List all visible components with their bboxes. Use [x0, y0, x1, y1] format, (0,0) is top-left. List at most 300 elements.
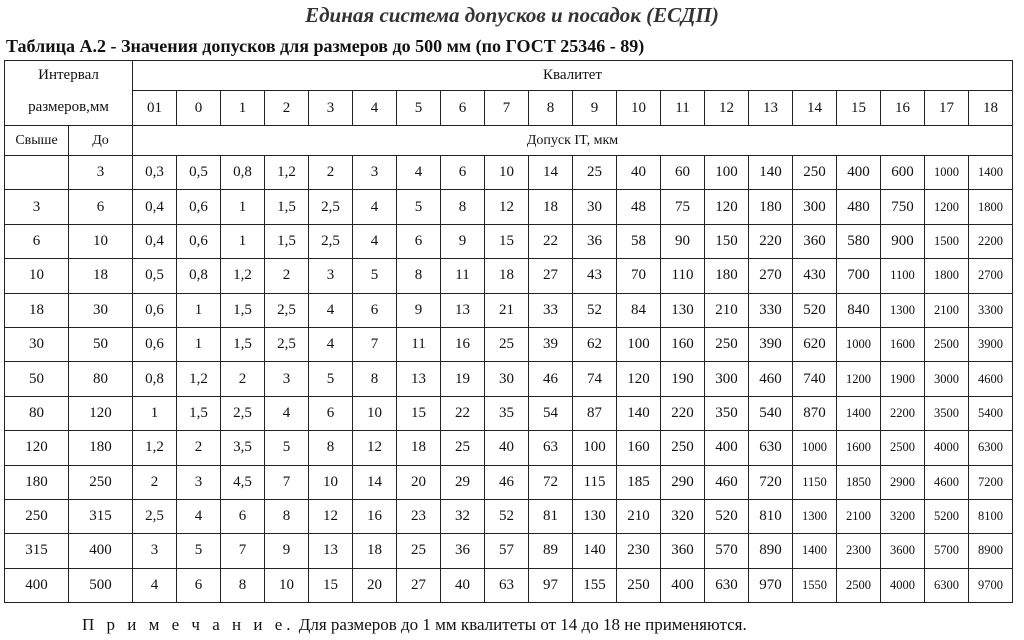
tolerance-cell: 20	[353, 568, 397, 602]
tolerance-cell: 0,4	[133, 224, 177, 258]
tolerance-cell: 60	[661, 156, 705, 190]
tolerance-cell: 3900	[969, 327, 1013, 361]
tolerance-cell: 2,5	[133, 499, 177, 533]
tolerance-cell: 1000	[925, 156, 969, 190]
tolerance-cell: 9700	[969, 568, 1013, 602]
tolerance-cell: 15	[397, 396, 441, 430]
tolerance-cell: 1300	[881, 293, 925, 327]
tolerance-cell: 460	[705, 465, 749, 499]
tolerance-cell: 4000	[881, 568, 925, 602]
tolerance-cell: 1,2	[133, 431, 177, 465]
tolerance-cell: 600	[881, 156, 925, 190]
tolerance-cell: 5400	[969, 396, 1013, 430]
grade-cell: 3	[309, 91, 353, 126]
grade-cell: 6	[441, 91, 485, 126]
table-row	[5, 396, 1013, 430]
tolerance-cell: 11	[397, 327, 441, 361]
table-row	[5, 327, 1013, 361]
tolerance-cell: 36	[441, 534, 485, 568]
tolerance-cell: 2900	[881, 465, 925, 499]
tolerance-cell: 15	[485, 224, 529, 258]
tolerance-cell: 7	[353, 327, 397, 361]
tolerance-cell: 160	[617, 431, 661, 465]
tolerance-cell: 140	[617, 396, 661, 430]
tolerance-cell: 2,5	[221, 396, 265, 430]
table-row	[5, 499, 1013, 533]
tolerance-cell: 620	[793, 327, 837, 361]
grade-cell: 9	[573, 91, 617, 126]
tolerance-cell: 2,5	[309, 190, 353, 224]
tolerance-cell: 9	[265, 534, 309, 568]
table-row	[5, 465, 1013, 499]
tolerance-cell: 970	[749, 568, 793, 602]
tolerance-cell: 62	[573, 327, 617, 361]
table-note	[82, 612, 747, 638]
tolerance-cell: 630	[705, 568, 749, 602]
tolerance-cell: 270	[749, 259, 793, 293]
tolerance-cell: 3600	[881, 534, 925, 568]
tolerance-cell: 3	[133, 534, 177, 568]
tolerance-cell: 140	[749, 156, 793, 190]
tolerance-cell: 8	[265, 499, 309, 533]
tolerance-cell: 1	[221, 190, 265, 224]
tolerance-cell: 2500	[881, 431, 925, 465]
tolerance-cell: 14	[529, 156, 573, 190]
tolerance-cell: 1600	[837, 431, 881, 465]
grade-cell: 8	[529, 91, 573, 126]
over-cell: 3	[5, 190, 69, 224]
tolerance-cell: 1900	[881, 362, 925, 396]
tolerance-cell: 9	[397, 293, 441, 327]
tolerance-cell: 160	[661, 327, 705, 361]
tolerance-cell: 39	[529, 327, 573, 361]
grade-cell: 01	[133, 91, 177, 126]
tolerance-cell: 220	[749, 224, 793, 258]
tolerance-cell: 0,6	[133, 293, 177, 327]
tolerance-cell: 5	[177, 534, 221, 568]
tolerance-cell: 40	[441, 568, 485, 602]
tolerance-cell: 1300	[793, 499, 837, 533]
tolerance-cell: 810	[749, 499, 793, 533]
tolerance-cell: 130	[573, 499, 617, 533]
tolerance-cell: 130	[661, 293, 705, 327]
grade-cell: 10	[617, 91, 661, 126]
to-cell: 30	[69, 293, 133, 327]
grade-cell: 7	[485, 91, 529, 126]
to-cell: 315	[69, 499, 133, 533]
tolerance-cell: 180	[705, 259, 749, 293]
tolerance-cell: 2	[177, 431, 221, 465]
tolerance-cell: 18	[353, 534, 397, 568]
tolerance-cell: 29	[441, 465, 485, 499]
tolerance-cell: 0,4	[133, 190, 177, 224]
grade-cell: 5	[397, 91, 441, 126]
tolerance-cell: 1850	[837, 465, 881, 499]
tolerance-cell: 2300	[837, 534, 881, 568]
tolerance-cell: 700	[837, 259, 881, 293]
tolerance-table	[4, 60, 1013, 603]
tolerance-cell: 1600	[881, 327, 925, 361]
tolerance-cell: 320	[661, 499, 705, 533]
tolerance-cell: 1500	[925, 224, 969, 258]
tolerance-cell: 180	[749, 190, 793, 224]
tolerance-cell: 100	[705, 156, 749, 190]
to-header: До	[69, 126, 133, 156]
interval-label-top: Интервал	[5, 61, 133, 91]
over-cell	[5, 156, 69, 190]
tolerance-cell: 30	[573, 190, 617, 224]
tolerance-cell: 4	[353, 224, 397, 258]
to-cell: 400	[69, 534, 133, 568]
tolerance-cell: 46	[529, 362, 573, 396]
table-row	[5, 293, 1013, 327]
tolerance-cell: 1,2	[177, 362, 221, 396]
tolerance-cell: 1	[177, 327, 221, 361]
tolerance-cell: 400	[705, 431, 749, 465]
tolerance-cell: 48	[617, 190, 661, 224]
grade-cell: 18	[969, 91, 1013, 126]
tolerance-cell: 4	[265, 396, 309, 430]
tolerance-cell: 0,8	[133, 362, 177, 396]
tolerance-cell: 900	[881, 224, 925, 258]
tolerance-cell: 0,6	[177, 224, 221, 258]
tolerance-cell: 12	[309, 499, 353, 533]
tolerance-cell: 25	[573, 156, 617, 190]
tolerance-cell: 27	[529, 259, 573, 293]
tolerance-cell: 52	[573, 293, 617, 327]
table-row	[5, 156, 1013, 190]
tolerance-cell: 6	[441, 156, 485, 190]
to-cell: 180	[69, 431, 133, 465]
over-cell: 10	[5, 259, 69, 293]
tolerance-cell: 1000	[837, 327, 881, 361]
tolerance-cell: 8	[441, 190, 485, 224]
tolerance-cell: 0,6	[177, 190, 221, 224]
tolerance-cell: 11	[441, 259, 485, 293]
tolerance-cell: 3,5	[221, 431, 265, 465]
tolerance-cell: 1000	[793, 431, 837, 465]
tolerance-cell: 2700	[969, 259, 1013, 293]
tolerance-cell: 7	[221, 534, 265, 568]
to-cell: 120	[69, 396, 133, 430]
tolerance-cell: 10	[309, 465, 353, 499]
table-row	[5, 362, 1013, 396]
tolerance-cell: 13	[441, 293, 485, 327]
tolerance-cell: 750	[881, 190, 925, 224]
tolerance-cell: 58	[617, 224, 661, 258]
grade-cell: 14	[793, 91, 837, 126]
tolerance-cell: 25	[397, 534, 441, 568]
table-row	[5, 259, 1013, 293]
tolerance-cell: 4600	[969, 362, 1013, 396]
tolerance-cell: 5	[397, 190, 441, 224]
over-cell: 180	[5, 465, 69, 499]
grade-cell: 11	[661, 91, 705, 126]
tolerance-cell: 720	[749, 465, 793, 499]
tolerance-cell: 1200	[837, 362, 881, 396]
tolerance-cell: 33	[529, 293, 573, 327]
over-header: Свыше	[5, 126, 69, 156]
over-cell: 6	[5, 224, 69, 258]
tolerance-cell: 40	[485, 431, 529, 465]
tolerance-cell: 75	[661, 190, 705, 224]
tolerance-cell: 0,6	[133, 327, 177, 361]
tolerance-cell: 4600	[925, 465, 969, 499]
tolerance-cell: 1,2	[221, 259, 265, 293]
table-row	[5, 431, 1013, 465]
tolerance-cell: 43	[573, 259, 617, 293]
tolerance-cell: 1	[221, 224, 265, 258]
tolerance-cell: 120	[705, 190, 749, 224]
tolerance-cell: 630	[749, 431, 793, 465]
tolerance-cell: 4000	[925, 431, 969, 465]
tolerance-header: Допуск IT, мкм	[133, 126, 1013, 156]
tolerance-cell: 3300	[969, 293, 1013, 327]
tolerance-cell: 3	[353, 156, 397, 190]
tolerance-cell: 16	[353, 499, 397, 533]
tolerance-cell: 1200	[925, 190, 969, 224]
to-cell: 500	[69, 568, 133, 602]
tolerance-cell: 350	[705, 396, 749, 430]
tolerance-cell: 10	[353, 396, 397, 430]
tolerance-cell: 20	[397, 465, 441, 499]
tolerance-cell: 2	[133, 465, 177, 499]
tolerance-cell: 400	[837, 156, 881, 190]
tolerance-cell: 250	[617, 568, 661, 602]
tolerance-cell: 840	[837, 293, 881, 327]
over-cell: 315	[5, 534, 69, 568]
tolerance-cell: 2100	[837, 499, 881, 533]
to-cell: 6	[69, 190, 133, 224]
tolerance-cell: 4	[133, 568, 177, 602]
grade-cell: 17	[925, 91, 969, 126]
tolerance-cell: 32	[441, 499, 485, 533]
grade-cell: 2	[265, 91, 309, 126]
tolerance-cell: 8900	[969, 534, 1013, 568]
tolerance-cell: 89	[529, 534, 573, 568]
to-cell: 10	[69, 224, 133, 258]
interval-label-bottom: размеров,мм	[5, 91, 133, 126]
grade-cell: 16	[881, 91, 925, 126]
tolerance-cell: 185	[617, 465, 661, 499]
over-cell: 50	[5, 362, 69, 396]
tolerance-cell: 35	[485, 396, 529, 430]
tolerance-cell: 2,5	[309, 224, 353, 258]
tolerance-cell: 1550	[793, 568, 837, 602]
tolerance-cell: 210	[705, 293, 749, 327]
tolerance-cell: 155	[573, 568, 617, 602]
tolerance-cell: 870	[793, 396, 837, 430]
tolerance-cell: 5200	[925, 499, 969, 533]
tolerance-cell: 0,8	[177, 259, 221, 293]
note-text: Для размеров до 1 мм квалитеты от 14 до 18 не применяются.	[298, 615, 747, 634]
tolerance-cell: 18	[397, 431, 441, 465]
tolerance-cell: 36	[573, 224, 617, 258]
tolerance-cell: 1400	[837, 396, 881, 430]
tolerance-cell: 8	[353, 362, 397, 396]
tolerance-cell: 1,5	[265, 224, 309, 258]
tolerance-cell: 250	[793, 156, 837, 190]
tolerance-cell: 2,5	[265, 293, 309, 327]
over-cell: 80	[5, 396, 69, 430]
tolerance-cell: 110	[661, 259, 705, 293]
tolerance-cell: 0,5	[133, 259, 177, 293]
tolerance-cell: 430	[793, 259, 837, 293]
tolerance-cell: 19	[441, 362, 485, 396]
tolerance-cell: 230	[617, 534, 661, 568]
tolerance-cell: 0,5	[177, 156, 221, 190]
table-caption: Таблица А.2 - Значения допусков для размеров до 500 мм (по ГОСТ 25346 - 89)	[6, 36, 645, 56]
tolerance-cell: 1	[133, 396, 177, 430]
tolerance-cell: 8100	[969, 499, 1013, 533]
tolerance-cell: 27	[397, 568, 441, 602]
tolerance-cell: 90	[661, 224, 705, 258]
over-cell: 30	[5, 327, 69, 361]
tolerance-cell: 84	[617, 293, 661, 327]
tolerance-cell: 330	[749, 293, 793, 327]
tolerance-cell: 52	[485, 499, 529, 533]
tolerance-cell: 23	[397, 499, 441, 533]
tolerance-cell: 1400	[793, 534, 837, 568]
tolerance-cell: 3200	[881, 499, 925, 533]
tolerance-cell: 0,3	[133, 156, 177, 190]
grade-cell: 0	[177, 91, 221, 126]
tolerance-cell: 2	[309, 156, 353, 190]
tolerance-cell: 4	[309, 327, 353, 361]
to-cell: 3	[69, 156, 133, 190]
to-cell: 50	[69, 327, 133, 361]
tolerance-cell: 25	[485, 327, 529, 361]
tolerance-cell: 220	[661, 396, 705, 430]
tolerance-cell: 6	[221, 499, 265, 533]
tolerance-cell: 520	[705, 499, 749, 533]
over-cell: 400	[5, 568, 69, 602]
tolerance-cell: 16	[441, 327, 485, 361]
grade-cell: 1	[221, 91, 265, 126]
tolerance-cell: 6	[353, 293, 397, 327]
tolerance-cell: 7	[265, 465, 309, 499]
tolerance-cell: 2	[265, 259, 309, 293]
tolerance-cell: 250	[705, 327, 749, 361]
tolerance-cell: 6300	[969, 431, 1013, 465]
tolerance-cell: 4,5	[221, 465, 265, 499]
tolerance-cell: 1,5	[221, 293, 265, 327]
tolerance-cell: 890	[749, 534, 793, 568]
tolerance-cell: 100	[573, 431, 617, 465]
tolerance-cell: 22	[529, 224, 573, 258]
tolerance-cell: 1400	[969, 156, 1013, 190]
tolerance-cell: 140	[573, 534, 617, 568]
tolerance-cell: 1800	[969, 190, 1013, 224]
tolerance-cell: 21	[485, 293, 529, 327]
tolerance-cell: 3	[265, 362, 309, 396]
tolerance-cell: 74	[573, 362, 617, 396]
tolerance-cell: 70	[617, 259, 661, 293]
tolerance-cell: 300	[793, 190, 837, 224]
tolerance-cell: 18	[529, 190, 573, 224]
tolerance-cell: 115	[573, 465, 617, 499]
tolerance-cell: 210	[617, 499, 661, 533]
table-row	[5, 224, 1013, 258]
grade-cell: 13	[749, 91, 793, 126]
tolerance-cell: 2500	[925, 327, 969, 361]
tolerance-cell: 10	[485, 156, 529, 190]
tolerance-cell: 1,5	[221, 327, 265, 361]
tolerance-cell: 2200	[969, 224, 1013, 258]
tolerance-cell: 6	[177, 568, 221, 602]
tolerance-cell: 7200	[969, 465, 1013, 499]
tolerance-cell: 400	[661, 568, 705, 602]
to-cell: 80	[69, 362, 133, 396]
tolerance-cell: 5	[265, 431, 309, 465]
to-cell: 250	[69, 465, 133, 499]
tolerance-cell: 2200	[881, 396, 925, 430]
tolerance-cell: 8	[221, 568, 265, 602]
grade-cell: 4	[353, 91, 397, 126]
tolerance-cell: 1150	[793, 465, 837, 499]
tolerance-cell: 18	[485, 259, 529, 293]
tolerance-cell: 4	[309, 293, 353, 327]
tolerance-cell: 87	[573, 396, 617, 430]
tolerance-cell: 3	[177, 465, 221, 499]
document-header: Единая система допусков и посадок (ЕСДП)	[305, 3, 719, 27]
tolerance-cell: 1100	[881, 259, 925, 293]
tolerance-cell: 360	[661, 534, 705, 568]
tolerance-cell: 54	[529, 396, 573, 430]
grade-header: Квалитет	[133, 61, 1013, 91]
note-label: П р и м е ч а н и е.	[82, 615, 295, 634]
tolerance-cell: 390	[749, 327, 793, 361]
tolerance-cell: 250	[661, 431, 705, 465]
tolerance-cell: 190	[661, 362, 705, 396]
over-cell: 18	[5, 293, 69, 327]
tolerance-cell: 150	[705, 224, 749, 258]
table-row	[5, 190, 1013, 224]
tolerance-cell: 6	[309, 396, 353, 430]
tolerance-cell: 10	[265, 568, 309, 602]
tolerance-cell: 5	[353, 259, 397, 293]
over-cell: 250	[5, 499, 69, 533]
tolerance-cell: 5700	[925, 534, 969, 568]
tolerance-cell: 1800	[925, 259, 969, 293]
tolerance-cell: 4	[177, 499, 221, 533]
tolerance-cell: 520	[793, 293, 837, 327]
over-cell: 120	[5, 431, 69, 465]
tolerance-cell: 46	[485, 465, 529, 499]
tolerance-cell: 3500	[925, 396, 969, 430]
table-row	[5, 568, 1013, 602]
tolerance-cell: 6	[397, 224, 441, 258]
tolerance-cell: 570	[705, 534, 749, 568]
tolerance-cell: 1	[177, 293, 221, 327]
tolerance-cell: 72	[529, 465, 573, 499]
tolerance-cell: 14	[353, 465, 397, 499]
tolerance-cell: 13	[309, 534, 353, 568]
tolerance-cell: 2,5	[265, 327, 309, 361]
tolerance-cell: 3	[309, 259, 353, 293]
tolerance-cell: 6300	[925, 568, 969, 602]
tolerance-cell: 63	[485, 568, 529, 602]
tolerance-cell: 580	[837, 224, 881, 258]
tolerance-cell: 300	[705, 362, 749, 396]
tolerance-cell: 40	[617, 156, 661, 190]
tolerance-cell: 2100	[925, 293, 969, 327]
tolerance-cell: 480	[837, 190, 881, 224]
tolerance-cell: 460	[749, 362, 793, 396]
tolerance-cell: 9	[441, 224, 485, 258]
tolerance-cell: 5	[309, 362, 353, 396]
tolerance-cell: 740	[793, 362, 837, 396]
